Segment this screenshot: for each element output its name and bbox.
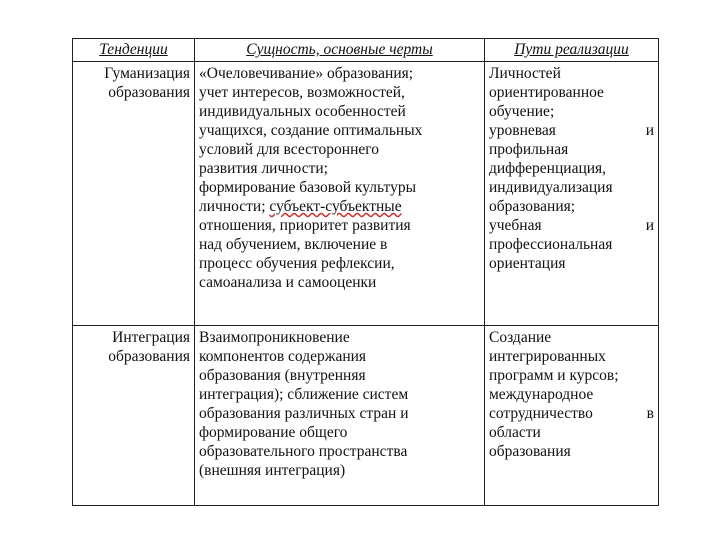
cell-line: сотрудничество в [489, 405, 654, 422]
cell-line: формирование общего [199, 424, 348, 441]
header-row [73, 39, 659, 62]
cell-line [199, 197, 480, 216]
cell-line: Создание [489, 329, 552, 346]
essence-cell [195, 326, 485, 506]
cell-line: образования; [489, 198, 576, 215]
header-tendencies: Тенденции [73, 39, 195, 62]
tendency-cell [73, 326, 195, 506]
cell-line: развития личности; [199, 160, 328, 177]
cell-line: самоанализа и самооценки [199, 274, 377, 291]
cell-line: международное [489, 386, 594, 403]
cell-line: дифференциация, [489, 160, 607, 177]
cell-line: учет интересов, возможностей, [199, 84, 405, 101]
cell-line: над обучением, включение в [199, 236, 388, 253]
cell-line: учебная и [489, 217, 654, 234]
cell-line: индивидуализация [489, 179, 613, 196]
cell-line: профессиональная [489, 236, 613, 253]
cell-line: образования [489, 443, 571, 460]
table-row [73, 62, 659, 326]
cell-line: обучение; [489, 103, 555, 120]
header-ways: Пути реализации [485, 39, 659, 62]
cell-line: (внешняя интеграция) [199, 462, 346, 479]
ways-cell [485, 326, 659, 506]
cell-line: профильная [489, 141, 569, 158]
ways-cell [485, 62, 659, 326]
tendency-cell [73, 62, 195, 326]
spellcheck-underlined-text: субъект-субъектные [269, 198, 402, 215]
cell-line: программ и курсов; [489, 367, 619, 384]
cell-line: формирование базовой культуры [199, 179, 417, 196]
cell-line: Гуманизация [104, 65, 190, 82]
cell-line: компонентов содержания [199, 348, 367, 365]
cell-line: образовательного пространства [199, 443, 408, 460]
cell-line: образования (внутренняя [199, 367, 366, 384]
cell-line: уровневая и [489, 122, 654, 139]
cell-line: ориентированное [489, 84, 604, 101]
cell-line: отношения, приоритет развития [199, 217, 411, 234]
cell-line: Взаимопроникновение [199, 329, 350, 346]
cell-line: интеграция); сближение систем [199, 386, 409, 403]
cell-line: учащихся, создание оптимальных [199, 122, 423, 139]
cell-text: личности; [199, 198, 266, 215]
cell-line: процесс обучения рефлексии, [199, 255, 395, 272]
cell-line: образования различных стран и [199, 405, 409, 422]
cell-line: Интеграция [112, 329, 190, 346]
table-row [73, 326, 659, 506]
cell-line: образования [108, 84, 190, 101]
trends-table [72, 38, 659, 506]
cell-line: «Очеловечивание» образования; [199, 65, 414, 82]
cell-line: Личностей [489, 65, 561, 82]
cell-line: индивидуальных особенностей [199, 103, 406, 120]
cell-line: ориентация [489, 255, 566, 272]
cell-line: области [489, 424, 541, 441]
essence-cell [195, 62, 485, 326]
cell-line: условий для всестороннего [199, 141, 379, 158]
cell-line: интегрированных [489, 348, 606, 365]
cell-line: образования [108, 348, 190, 365]
header-essence: Сущность, основные черты [195, 39, 485, 62]
